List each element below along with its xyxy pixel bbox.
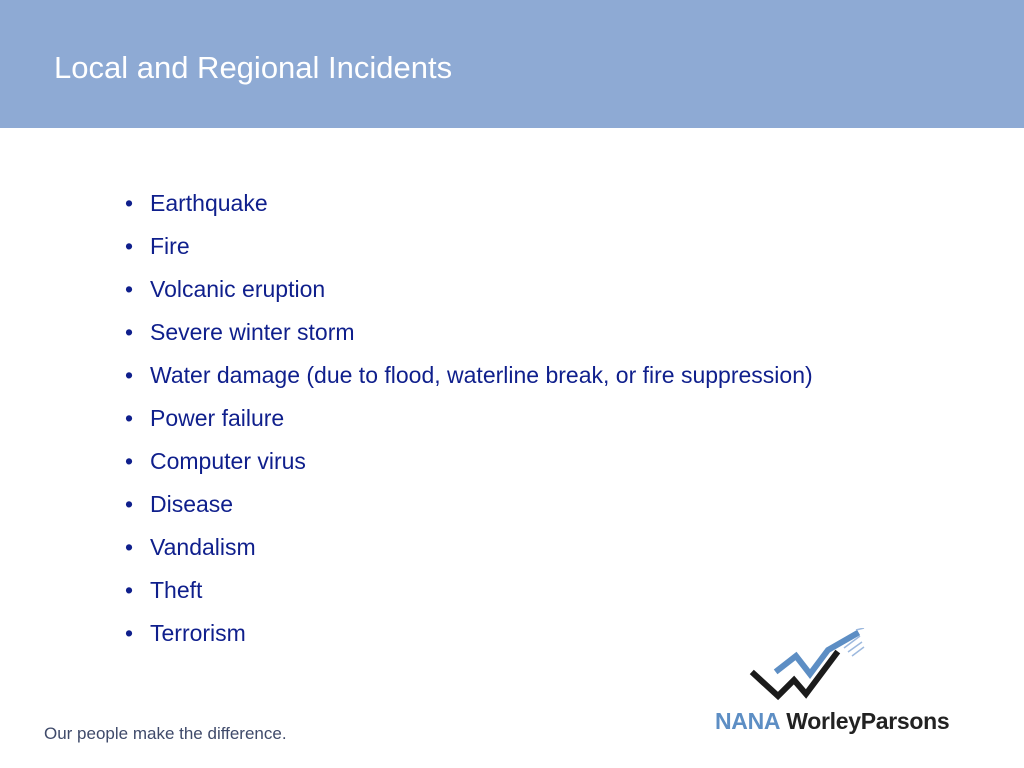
footer-tagline: Our people make the difference. xyxy=(44,724,287,743)
bullet-text: Severe winter storm xyxy=(150,319,355,345)
bullet-item xyxy=(125,182,813,225)
bullet-item xyxy=(125,612,813,655)
bullet-text: Theft xyxy=(150,577,203,603)
bullet-item xyxy=(125,397,813,440)
bullet-mark: • xyxy=(125,491,134,517)
bullet-text: Power failure xyxy=(150,405,285,431)
bullet-item xyxy=(125,311,813,354)
logo-text-nana: NANA xyxy=(715,708,781,734)
bullet-mark: • xyxy=(125,577,134,603)
logo-wordmark xyxy=(715,708,949,735)
bullet-mark: • xyxy=(125,620,134,646)
bullet-text: Computer virus xyxy=(150,448,306,474)
bullet-mark: • xyxy=(125,362,134,388)
bullet-item xyxy=(125,268,813,311)
bullet-text: Earthquake xyxy=(150,190,268,216)
slide-title: Local and Regional Incidents xyxy=(54,50,453,85)
bullet-item xyxy=(125,483,813,526)
bullet-item xyxy=(125,354,813,397)
bullet-mark: • xyxy=(125,405,134,431)
bullet-mark: • xyxy=(125,233,134,259)
bullet-mark: • xyxy=(125,534,134,560)
bullet-mark: • xyxy=(125,190,134,216)
bullet-mark: • xyxy=(125,276,134,302)
bullet-item xyxy=(125,569,813,612)
bullet-item xyxy=(125,225,813,268)
bullet-text: Disease xyxy=(150,491,234,517)
bullet-text: Volcanic eruption xyxy=(150,276,326,302)
bullet-text: Water damage (due to flood, waterline break, or fire suppression) xyxy=(150,362,813,388)
header-band xyxy=(0,0,1024,128)
bullet-text: Terrorism xyxy=(150,620,246,646)
bullet-mark: • xyxy=(125,319,134,345)
bullet-item xyxy=(125,440,813,483)
logo-text-worleyparsons: WorleyParsons xyxy=(786,708,950,734)
worleyparsons-wave-logo-icon xyxy=(748,628,868,702)
company-logo xyxy=(712,628,992,743)
bullet-list xyxy=(125,182,813,655)
bullet-text: Vandalism xyxy=(150,534,256,560)
bullet-item xyxy=(125,526,813,569)
bullet-mark: • xyxy=(125,448,134,474)
bullet-text: Fire xyxy=(150,233,190,259)
